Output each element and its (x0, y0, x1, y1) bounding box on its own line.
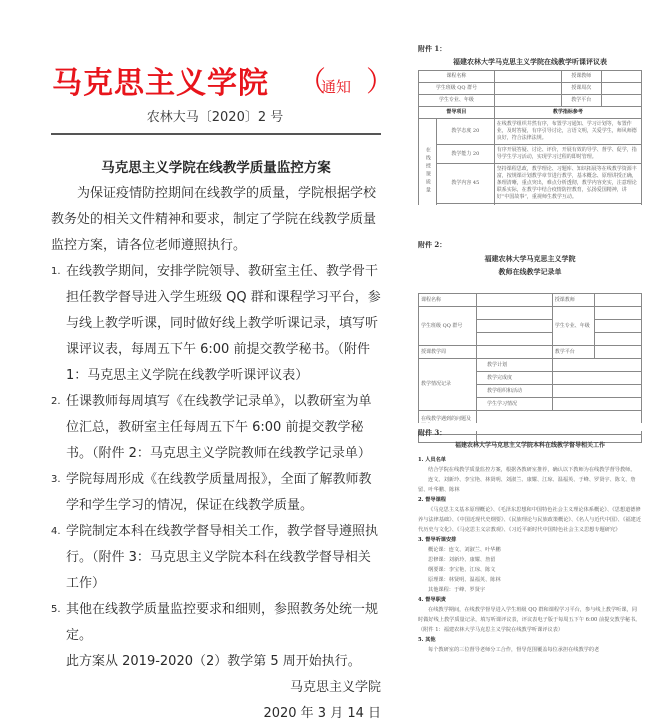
table-cell (476, 346, 552, 359)
criterion-reference: 在线教学组织井然有序，布置学习通知、学习计划等，布置作业，及时答疑，有序引导讨论，言语文明，关爱学生，师风师德良好，符合法律法规。 (494, 119, 641, 145)
attachment-subtitle: 教师在线教学记录单 (498, 267, 562, 276)
header-title: 马克思主义学院 (52, 66, 269, 101)
table-cell (552, 359, 641, 372)
section-line: 其他课程：于峰、罗贤宇 (428, 587, 486, 593)
section-paragraph: 《马克思主义基本原理概论》、《毛泽东思想和中国特色社会主义理论体系概论》、《思想道德修养与法律基础》、《中国近现代史纲要》、《民族理论与民族政策概论》、《名人与近代中国》、《福建近代历史与文化》、《马克思主义宗教观》、《习近平新时代中国特色社会主义思想专题研究》 (418, 507, 642, 533)
section-paragraph: 结合学院在线教学质量监控方案，根据各教研室推荐，确认以下教师为在线教学督导教师。 (428, 467, 636, 473)
attachment-3-body (418, 455, 642, 655)
table-cell (552, 385, 641, 398)
table-cell (494, 71, 561, 83)
table-row (419, 145, 642, 164)
list-number: 1. (51, 266, 61, 277)
section-line: 思修课：刘新玲、康耀、詹留 (428, 557, 496, 563)
table-cell: 授课教师 (561, 71, 601, 83)
table-cell (476, 294, 552, 307)
list-text: 其他在线教学质量监控要求和细则，参照教务处统一规定。 (66, 602, 379, 643)
list-number: 5. (51, 604, 61, 615)
list-text: 学院每周形成《在线教学质量周报》，全面了解教师教学和学生学习的情况，保证在线教学质量。 (66, 472, 372, 513)
record-table (418, 293, 642, 443)
list-text: 在线教学期间，安排学院领导、教研室主任、教学骨干担任教学督导进入学生班级 QQ 群和课程学习平台，参与线上教学听课，同时做好线上教学听课记录，填写听课评议表，每周五下午 6:00 前提交教学秘书。（附件 1：马克思主义学院在线教学听课评议表） (66, 264, 381, 383)
document-number: 农林大马〔2020〕2 号 (146, 110, 284, 125)
criterion-reference: 坚持课程思政，教学理论、习题库、知识拓展等在线教学资源丰富，按规课计划教学章节进行教学，基本概念、原理讲授正确，条理清晰，重点突出，难点分析透彻，教学内容充实，注意理论联系实际，在教学中结合疫情防控教育，弘扬爱国精神，讲好“中国故事”，重视师生教学互动。 (494, 164, 641, 204)
table-cell (476, 307, 552, 320)
header-paren-close: ） (366, 65, 395, 98)
attachment-label: 附件 1： (418, 44, 447, 53)
criterion-name: 教学能力 20 (436, 145, 494, 164)
record-item: 教学计划 (476, 359, 552, 372)
column-header: 督导项目 (419, 107, 495, 119)
table-cell (476, 320, 552, 333)
table-row (419, 95, 642, 107)
section-paragraph: 连文、刘新玲、李宝艳、林贤明、刘淑兰、康耀、江琼、温福英、于峰、罗贤宇、陈文、詹留、叶华鹏、陈林 (418, 477, 636, 493)
criterion-name: 教学态度 20 (436, 119, 494, 145)
table-cell (595, 333, 642, 346)
attachment-label: 附件 2： (418, 240, 447, 249)
table-cell (595, 320, 642, 333)
document-body (51, 181, 381, 727)
section-heading: 2. 督导课程 (418, 497, 446, 503)
table-cell: 学生班级 QQ 群号 (419, 307, 477, 346)
list-item (51, 259, 381, 389)
table-row (419, 294, 642, 307)
column-header: 教学指标参考 (494, 107, 641, 119)
criterion-name: 教学内容 45 (436, 164, 494, 204)
table-cell (601, 83, 641, 95)
list-text: 学院制定本科在线教学督导相关工作，教学督导遵照执行。（附件 3：马克思主义学院本科在线教学督导相关工作） (66, 524, 379, 591)
table-cell: 授课教师 (552, 294, 594, 307)
section-paragraph: 每个教研室的三位督导老师分工合作，督导范围覆盖每位承担在线教学的老 (428, 647, 600, 653)
list-item (51, 389, 381, 467)
list-item (51, 519, 381, 597)
section-heading: 1. 人员名单 (418, 457, 446, 463)
document-title: 马克思主义学院在线教学质量监控方案 (101, 160, 331, 176)
section-line: 原理课：林贤明、温福英、陈林 (428, 577, 501, 583)
section-heading: 4. 督导职责 (418, 597, 446, 603)
list-number: 4. (51, 526, 61, 537)
signature-date: 2020 年 3 月 14 日 (263, 706, 381, 721)
table-cell (476, 333, 552, 346)
list-text: 任课教师每周填写《在线教学记录单》，以教研室为单位汇总，教研室主任每周五下午 6:00 前提交教学秘书。（附件 2：马克思主义学院教师在线教学记录单） (66, 394, 372, 461)
attachment-title: 福建农林大学马克思主义学院在线教学听课评议表 (453, 57, 607, 66)
table-cell (494, 95, 561, 107)
attachment-label: 附件 3： (418, 428, 447, 437)
table-cell: 学生班级 QQ 群号 (419, 83, 495, 95)
criterion-reference: 有序开展答疑、讨论、评价，开展有效的导学、督学、促学，指导学生学习活动，实现学习过程的即时管理。 (494, 145, 641, 164)
group-label: 在线授课质量 (419, 119, 437, 223)
signature: 马克思主义学院 (289, 680, 381, 695)
closing-statement: 此方案从 2019-2020（2）教学第 5 周开始执行。 (66, 654, 361, 669)
table-header-row (419, 107, 642, 119)
list-number: 2. (51, 396, 61, 407)
list-number: 3. (51, 474, 61, 485)
table-cell: 教学平台 (552, 346, 594, 359)
record-item: 教学完成度 (476, 372, 552, 385)
attachment-2 (418, 240, 642, 443)
list-item (51, 467, 381, 519)
table-row (419, 71, 642, 83)
intro-paragraph: 为保证疫情防控期间在线教学的质量，学院根据学校教务处的相关文件精神和要求，制定了学院在线教学质量监控方案，请各位老师遵照执行。 (51, 186, 377, 253)
table-cell (552, 398, 641, 411)
attachment-1-crop-mask (410, 205, 649, 235)
header-divider (51, 133, 381, 135)
table-row (419, 164, 642, 204)
table-row (419, 307, 642, 320)
table-row (419, 346, 642, 359)
attachment-title: 福建农林大学马克思主义学院 (484, 254, 576, 263)
section-line: 概论课：连文、刘淑兰、叶华鹏 (428, 547, 501, 553)
table-row (419, 359, 642, 372)
header-paren-open: （ (298, 65, 327, 98)
table-cell (595, 346, 642, 359)
table-cell (601, 71, 641, 83)
table-row (419, 83, 642, 95)
table-cell: 授课教学周 (419, 346, 477, 359)
table-cell: 课程名称 (419, 294, 477, 307)
table-row (419, 119, 642, 145)
attachment-1 (418, 44, 642, 223)
section-line: 纲要课：李宝艳、江琼、陈文 (428, 567, 496, 573)
table-cell (595, 307, 642, 320)
table-cell: 学生专业、年级 (419, 95, 495, 107)
table-cell: 授课周次 (561, 83, 601, 95)
table-cell (494, 83, 561, 95)
attachment-3 (418, 428, 642, 655)
record-item: 教学组织和活动 (476, 385, 552, 398)
section-heading: 5. 其他 (418, 637, 436, 643)
record-item: 学生学习情况 (476, 398, 552, 411)
section-heading: 3. 督导听课安排 (418, 537, 457, 543)
table-cell: 在线教学遇到的问题及 (419, 411, 477, 435)
header-subtitle: 通知 (321, 78, 352, 96)
table-cell (552, 372, 641, 385)
list-item (51, 597, 381, 649)
table-cell (595, 294, 642, 307)
table-cell (601, 95, 641, 107)
table-cell: 教学平台 (561, 95, 601, 107)
attachment-title: 福建农林大学马克思主义学院本科在线教学督导相关工作 (454, 442, 605, 449)
section-paragraph: 在线教学期间，在线教学督导进入学生班级 QQ 群和课程学习平台，参与线上教学听课，同时做好线上教学质量记录，填写听课评议表，评议表电子版于每周五下午 6:00 前提交教学秘书。（附件 1：福建农林大学马克思主义学院在线教学听课评议表） (418, 607, 641, 633)
table-cell: 学生专业、年级 (552, 307, 594, 346)
evaluation-table (418, 70, 642, 223)
table-cell: 教学情况记录 (419, 359, 477, 411)
table-cell: 课程名称 (419, 71, 495, 83)
